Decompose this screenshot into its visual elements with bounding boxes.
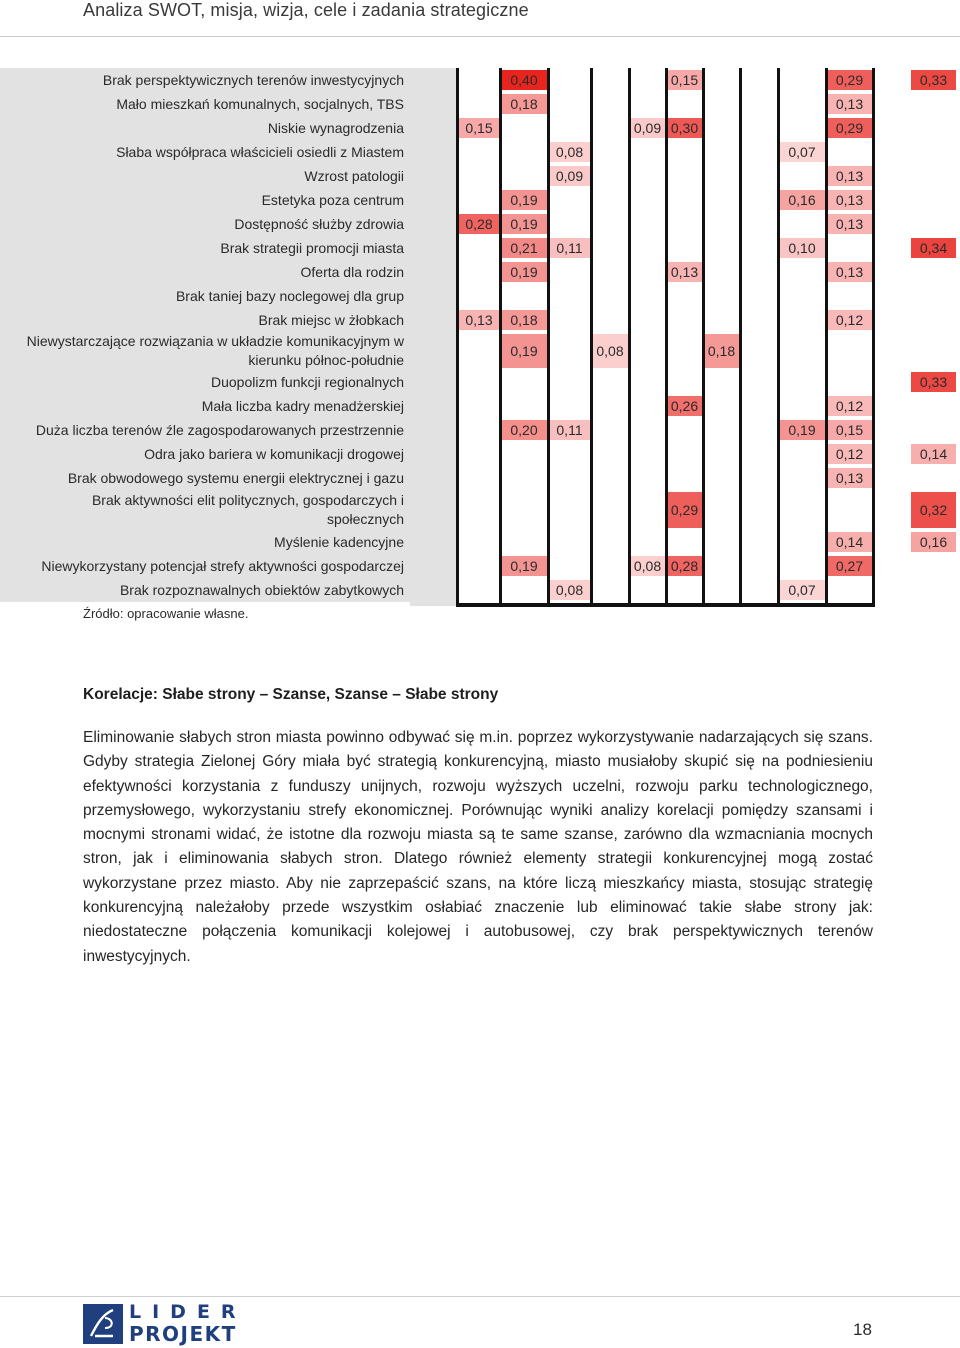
matrix-cell: 0,30 (667, 118, 702, 138)
matrix-row-label: Niskie wynagrodzenia (0, 116, 410, 140)
matrix-cell: 0,20 (501, 420, 547, 440)
matrix-cell: 0,08 (592, 334, 628, 368)
matrix-cell: 0,19 (501, 214, 547, 234)
matrix-cell: 0,07 (779, 142, 825, 162)
matrix-row (0, 394, 960, 418)
matrix-row (0, 554, 960, 578)
matrix-row-label: Oferta dla rodzin (0, 260, 410, 284)
matrix-row-label: Odra jako bariera w komunikacji drogowej (0, 442, 410, 466)
matrix-bottom-border (592, 603, 628, 607)
matrix-cell: 0,34 (911, 238, 956, 258)
matrix-cell: 0,32 (911, 492, 956, 528)
matrix-cell: 0,19 (501, 262, 547, 282)
page-number: 18 (853, 1320, 872, 1339)
matrix-cell: 0,15 (667, 70, 702, 90)
matrix-cell: 0,10 (779, 238, 825, 258)
logo-mark-icon (83, 1304, 123, 1344)
matrix-cell: 0,13 (458, 310, 500, 330)
source-note: Źródło: opracowanie własne. (83, 606, 249, 621)
matrix-cell: 0,21 (501, 238, 547, 258)
matrix-cell: 0,14 (827, 532, 872, 552)
matrix-cell: 0,13 (827, 166, 872, 186)
matrix-cell: 0,19 (779, 420, 825, 440)
matrix-row-label: Brak miejsc w żłobkach (0, 308, 410, 332)
running-header-title: Analiza SWOT, misja, wizja, cele i zadania strategiczne (83, 0, 529, 20)
matrix-column-separator (739, 68, 742, 607)
matrix-column-separator (499, 68, 502, 607)
matrix-cell: 0,26 (667, 396, 702, 416)
matrix-row (0, 212, 960, 236)
matrix-row-label (0, 490, 410, 530)
matrix-cell: 0,13 (667, 262, 702, 282)
matrix-cell: 0,18 (501, 310, 547, 330)
matrix-cell: 0,29 (667, 492, 702, 528)
matrix-row (0, 164, 960, 188)
matrix-row (0, 418, 960, 442)
matrix-row-label: Duża liczba terenów źle zagospodarowanych przestrzennie (0, 418, 410, 442)
matrix-row-label: Wzrost patologii (0, 164, 410, 188)
matrix-column-separator (628, 68, 631, 607)
body-paragraph: Eliminowanie słabych stron miasta powinno odbywać się m.in. poprzez wykorzystywanie nadarzających się szans. Gdyby strategia Zielonej Góry miała być strategią konkurencyjną, miasto musiałoby skupić się na podniesieniu efektywności korzystania z funduszy unijnych, rozwoju wyższych uczelni, rozwoju parku technologicznego, przemysłowego, wykorzystaniu strefy ekonomicznej. Porównując wyniki analizy korelacji pomiędzy szansami i mocnymi stronami widać, że istotne dla rozwoju miasta są te same szanse, zarówno dla wzmacniania mocnych stron, jak i eliminowania słabych stron. Dlatego również elementy strategii konkurencyjnej mogą zostać wykorzystane przez miasto. Aby nie zaprzepaścić szans, na które liczą mieszkańcy miasta, stosując strategię konkurencyjną należałoby przede wszystkim osłabiać znaczenie lub eliminować takie słabe strony jak: niedostateczne połączenia komunikacji kolejowej i autobusowej, czy brak perspektywicznych terenów inwestycyjnych. (83, 729, 873, 965)
matrix-cell: 0,28 (458, 214, 500, 234)
matrix-bottom-border (827, 603, 872, 607)
matrix-row (0, 442, 960, 466)
matrix-bottom-border (458, 603, 500, 607)
section-heading: Korelacje: Słabe strony – Szanse, Szanse – Słabe strony (83, 686, 499, 703)
matrix-bottom-border (779, 603, 825, 607)
matrix-cell: 0,16 (911, 532, 956, 552)
matrix-cell: 0,29 (827, 70, 872, 90)
matrix-row-label-line: kierunku północ-południe (248, 352, 404, 368)
matrix-cell: 0,11 (549, 420, 590, 440)
matrix-row (0, 370, 960, 394)
matrix-bottom-border (630, 603, 665, 607)
matrix-cell: 0,15 (458, 118, 500, 138)
matrix-row-label (0, 332, 410, 370)
matrix-cell: 0,08 (549, 142, 590, 162)
matrix-cell: 0,14 (911, 444, 956, 464)
matrix-row (0, 332, 960, 370)
matrix-row-label: Mała liczba kadry menadżerskiej (0, 394, 410, 418)
matrix-row-label: Dostępność służby zdrowia (0, 212, 410, 236)
matrix-column-separator (702, 68, 705, 607)
matrix-cell: 0,12 (827, 396, 872, 416)
matrix-row (0, 188, 960, 212)
matrix-cell: 0,09 (630, 118, 665, 138)
matrix-row (0, 530, 960, 554)
logo-text-projekt: PROJEKT (129, 1322, 237, 1346)
matrix-row (0, 490, 960, 530)
logo-text-lider: LIDER (129, 1301, 247, 1323)
footer-divider (0, 1296, 960, 1297)
matrix-bottom-border (501, 603, 547, 607)
matrix-row-label: Myślenie kadencyjne (0, 530, 410, 554)
matrix-cell: 0,19 (501, 556, 547, 576)
matrix-bottom-border (704, 603, 739, 607)
matrix-cell: 0,19 (501, 190, 547, 210)
matrix-row-label: Brak strategii promocji miasta (0, 236, 410, 260)
matrix-cell: 0,13 (827, 214, 872, 234)
matrix-row-label: Estetyka poza centrum (0, 188, 410, 212)
matrix-cell: 0,33 (911, 372, 956, 392)
matrix-cell: 0,18 (501, 94, 547, 114)
matrix-row-label: Słaba współpraca właścicieli osiedli z Miastem (0, 140, 410, 164)
matrix-bottom-border (549, 603, 590, 607)
matrix-row-label: Brak obwodowego systemu energii elektrycznej i gazu (0, 466, 410, 490)
matrix-row (0, 92, 960, 116)
matrix-cell: 0,40 (501, 70, 547, 90)
matrix-cell: 0,19 (501, 334, 547, 368)
matrix-cell: 0,29 (827, 118, 872, 138)
matrix-cell: 0,33 (911, 70, 956, 90)
matrix-cell: 0,08 (630, 556, 665, 576)
matrix-cell: 0,13 (827, 190, 872, 210)
header-divider (0, 36, 960, 37)
correlation-matrix (0, 68, 960, 608)
matrix-row-label: Brak perspektywicznych terenów inwestycyjnych (0, 68, 410, 92)
matrix-cell: 0,28 (667, 556, 702, 576)
matrix-row-label: Brak taniej bazy noclegowej dla grup (0, 284, 410, 308)
matrix-bottom-border (741, 603, 777, 607)
matrix-cell: 0,13 (827, 468, 872, 488)
lider-projekt-logo (83, 1301, 278, 1348)
matrix-row (0, 68, 960, 92)
matrix-cell: 0,12 (827, 444, 872, 464)
matrix-column-separator (665, 68, 668, 607)
matrix-column-separator (456, 68, 459, 607)
matrix-cell: 0,13 (827, 94, 872, 114)
matrix-cell: 0,18 (704, 334, 739, 368)
matrix-cell: 0,12 (827, 310, 872, 330)
matrix-row (0, 260, 960, 284)
matrix-cell: 0,13 (827, 262, 872, 282)
matrix-row (0, 308, 960, 332)
matrix-column-separator (547, 68, 550, 607)
matrix-row-label-line: społecznych (326, 511, 404, 527)
matrix-row-label-line: Niewystarczające rozwiązania w układzie komunikacyjnym w (26, 333, 404, 349)
matrix-row (0, 578, 960, 602)
matrix-row-label: Brak rozpoznawalnych obiektów zabytkowych (0, 578, 410, 602)
matrix-cell: 0,07 (779, 580, 825, 600)
matrix-cell: 0,15 (827, 420, 872, 440)
matrix-column-separator (872, 68, 875, 607)
matrix-cell: 0,27 (827, 556, 872, 576)
matrix-row-label: Niewykorzystany potencjał strefy aktywności gospodarczej (0, 554, 410, 578)
matrix-bottom-border (667, 603, 702, 607)
matrix-column-separator (777, 68, 780, 607)
matrix-row-label: Duopolizm funkcji regionalnych (0, 370, 410, 394)
matrix-cell: 0,08 (549, 580, 590, 600)
matrix-row-label-line: Brak aktywności elit politycznych, gospodarczych i (91, 492, 404, 508)
matrix-cell: 0,09 (549, 166, 590, 186)
matrix-column-separator (825, 68, 828, 607)
matrix-row (0, 236, 960, 260)
matrix-cell: 0,16 (779, 190, 825, 210)
matrix-cell: 0,11 (549, 238, 590, 258)
matrix-row (0, 140, 960, 164)
matrix-row-label: Mało mieszkań komunalnych, socjalnych, TBS (0, 92, 410, 116)
matrix-column-separator (590, 68, 593, 607)
matrix-row (0, 284, 960, 308)
matrix-row (0, 466, 960, 490)
matrix-row (0, 116, 960, 140)
